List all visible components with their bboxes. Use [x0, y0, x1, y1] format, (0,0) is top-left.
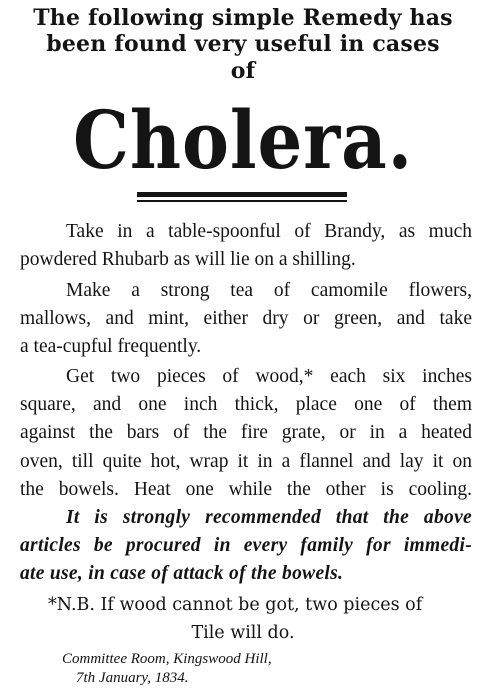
heading-line-1: The following simple Remedy has — [33, 5, 453, 31]
divider-thin — [137, 200, 347, 202]
paragraph-3-line-2: square, and one inch thick, place one of them — [20, 394, 472, 415]
paragraph-2-line-3: a tea-cupful frequently. — [20, 336, 202, 357]
paragraph-3-line-5: the bowels. Heat one while the other is cooling. — [20, 479, 472, 500]
paragraph-4-line-1: It is strongly recommended that the above — [66, 507, 472, 528]
paragraph-1-line-1: Take in a table-spoonful of Brandy, as much — [66, 221, 472, 242]
footnote-line-1: *N.B. If wood cannot be got, two pieces of — [48, 595, 423, 615]
signature-line-1: Committee Room, Kingswood Hill, — [62, 651, 272, 667]
paragraph-3-line-3: against the bars of the fire grate, or in a heated — [20, 422, 472, 443]
page-title: Cholera. — [73, 93, 413, 187]
divider-thick — [137, 192, 347, 197]
paragraph-3-line-1: Get two pieces of wood,* each six inches — [66, 366, 472, 387]
paragraph-2-line-1: Make a strong tea of camomile flowers, — [66, 280, 472, 301]
paragraph-4-line-3: ate use, in case of attack of the bowels. — [20, 563, 344, 584]
heading-line-2: been found very useful in cases — [46, 31, 440, 57]
paragraph-2-line-2: mallows, and mint, either dry or green, and take — [20, 308, 472, 329]
footnote-line-2: Tile will do. — [191, 623, 295, 643]
paragraph-1-line-2: powdered Rhubarb as will lie on a shilling. — [20, 249, 356, 270]
heading-line-3: of — [230, 58, 256, 84]
paragraph-4-line-2: articles be procured in every family for immedi- — [20, 535, 472, 556]
paragraph-3-line-4: oven, till quite hot, wrap it in a flannel and lay it on — [20, 451, 472, 472]
signature-line-2: 7th January, 1834. — [76, 670, 189, 686]
